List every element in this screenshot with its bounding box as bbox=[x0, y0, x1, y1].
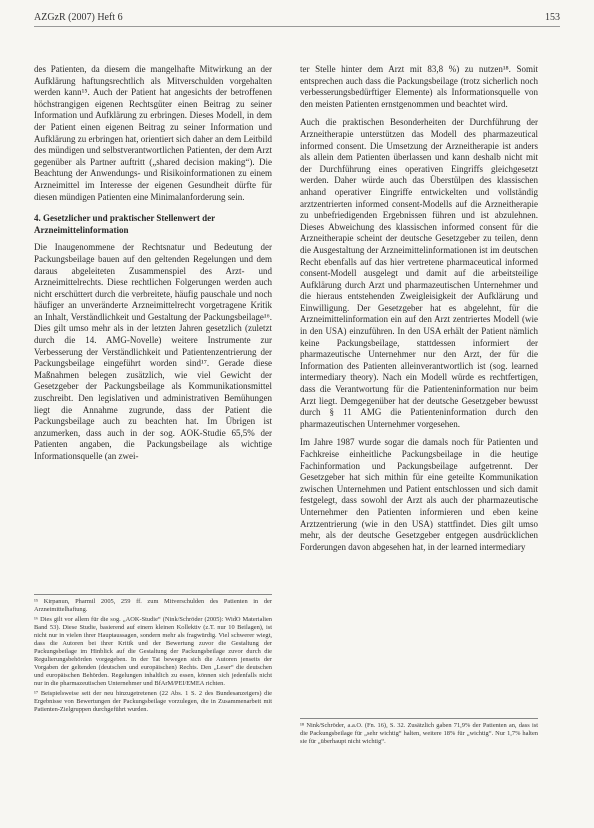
footnotes-right bbox=[300, 718, 538, 748]
left-column bbox=[34, 64, 272, 470]
body-paragraph: Die Inaugenommene der Rechtsnatur und Bedeutung der Packungsbeilage bauen auf den geltenden Regelungen und dem daraus abgeleiteten Zusammenspiel des Arzt- und Arzneimittelrechts. Diese rechtlichen Folgerungen werden auch nicht erschüttert durch die verbreitete, häufig pauschale und noch häufiger an unveränderte Arzneimittelrecht vorgetragene Kritik an Inhalt, Verständlichkeit und Gestaltung der Packungsbeilage¹⁶. Dies gilt umso mehr als in der letzten Jahren gesetzlich (zuletzt durch die 14. AMG-Novelle) weitere Instrumente zur Verbesserung der Verständlichkeit und Patientenzentrierung der Packungsbeilage eingeführt worden sind¹⁷. Gerade diese Maßnahmen belegen zusätzlich, wie viel Gewicht der Gesetzgeber der Packungsbeilage als Kommunikationsmittel zuschreibt. Den legislativen und administrativen Bemühungen liegt die Annahme zugrunde, dass der Patient die Packungsbeilage auch zu beachten hat. Im Übrigen ist anzumerken, dass auch in der sog. AOK-Studie 65,5% der Patienten angaben, die Packungsbeilage als wichtige Informationsquelle (an zwei- bbox=[34, 242, 272, 461]
body-paragraph: Im Jahre 1987 wurde sogar die damals noch für Patienten und Fachkreise einheitliche Packungsbeilage in die heutige Fachinformation und Packungsbeilage aufgetrennt. Der Gesetzgeber hat sich mithin für eine geteilte Kommunikation zwischen Unternehmen und Patient entschlossen und sich damit festgelegt, dass sowohl der Arzt als auch der pharmazeutische Unternehmer den Patienten informieren und eben keine Arztzentrierung (wie in den USA) stattfindet. Dies gilt umso mehr, als der deutsche Gesetzgeber entgegen ausdrücklichen Forderungen davon abgesehen hat, in der learned intermediary bbox=[300, 437, 538, 552]
body-paragraph: Auch die praktischen Besonderheiten der Durchführung der Arzneitherapie unterstützen das Modell des pharmazeutical informed consent. Die Umsetzung der Arzneitherapie ist anders als allein dem Patienten überlassen und kann deshalb nicht mit der Durchführung eines operativen Eingriffs gleichgesetzt werden. Daher würde auch das Überstülpen des klassischen anhand operativer Eingriffe entwickelten und vollständig arztzentrierten informed consent-Modells auf die Arzneitherapie zu unbefriedigenden Ergebnissen führen und ist abzulehnen. Dieses Abweichung des klassischen informed consent für die Arzneitherapie scheint der deutsche Gesetzgeber zu teilen, denn die Ausgestaltung der Arzneimittelinformationen ist im deutschen Recht ebenfalls auf das hier vertretene pharmaceutical informed consent-Modell ausgelegt und damit auf die arbeitsteilige Aufklärung durch Arzt und pharmazeutischen Unternehmer und die hieraus entstehenden Zweigleisigkeit der Aufklärung und Einwilligung. Der Gesetzgeber hat es abgelehnt, für die Arzneimittelinformation ein auf den Arzt zentriertes Modell (wie in den USA) einzuführen. In den USA erhält der Patient nämlich keine Packungsbeilage, stattdessen informiert der pharmazeutische Unternehmer nur den Arzt, der für die Information des Patienten alleinverantwortlich ist (sog. learned intermediary theory). Nach ein Modell würde es rechtfertigen, dass die Verantwortung für die Patienteninformation nur beim Arzt liegt. Demgegenüber hat der deutsche Gesetzgeber bewusst durch § 11 AMG die Patienteninformation durch den pharmazeutischen Unternehmer vorgesehen. bbox=[300, 117, 538, 429]
body-paragraph: des Patienten, da diesem die mangelhafte Mitwirkung an der Aufklärung haftungsrechtlich als Mitverschulden vorgehalten werden kann¹⁵. Auch der Patient hat angesichts der betroffenen höchstrangigen eigenen Rechtsgüter einen Beitrag zu seiner Information und Aufklärung zu erbringen. Dieses Modell, in dem der Patient einen eigenen Beitrag zu seiner Information und Aufklärung zu erbringen hat, orientiert sich daher an dem Leitbild des mündigen und selbstverantwortlichen Patienten, der dem Arzt gegenüber als Partner auftritt („shared decision making“). Die Beachtung der Anwendungs- und Risikoinformationen zu einem Arzneimittel im Interesse der eigenen Gesundheit dürfte für diesen mündigen Patienten eine Minimalanforderung sein. bbox=[34, 64, 272, 202]
right-column bbox=[300, 64, 538, 560]
footnotes-left bbox=[34, 594, 272, 716]
footnote: ¹⁸ Nink/Schröder, a.a.O. (Fn. 16), S. 32. Zusätzlich gaben 71,9% der Patienten an, dass ist die Packungsbeilage für „sehr wichtig“ halten, weitere 18% für „wichtig“. Nur 1,7% halten sie für „überhaupt nicht wichtig“. bbox=[300, 722, 538, 745]
journal-reference: AZGzR (2007) Heft 6 bbox=[34, 12, 123, 23]
page-number: 153 bbox=[545, 12, 560, 23]
footnote: ¹⁵ Kirpanun, Pharmil 2005, 259 ff. zum Mitverschulden des Patienten in der Arzneimittelhaftung. bbox=[34, 598, 272, 613]
section-heading: 4. Gesetzlicher und praktischer Stellenwert der Arzneimittelinformation bbox=[34, 213, 215, 235]
footnote: ¹⁶ Dies gilt vor allem für die sog. „AOK-Studie“ (Nink/Schröder (2005): WidO Materialien Band 53). Diese Studie, basierend auf einem kleinen Kollektiv (z.T. nur 10 Beilagen), ist nicht nur in vielen ihrer Hauptaussagen, sondern mehr als fragwürdig. Viel schwerer wiegt, dass die Autoren bei ihrer Kritik und der Bewertung zuvor die Gestaltung der Packungsbeilage im Hinblick auf die Gestaltung der Packungsbeilage zuvor durch die Regulierungsbehörden vorgegeben. In der Tat bewegen sich die Autoren jenseits der Vorgaben der geltenden (deutschen und europäischen) Rechts. Den „Leser“ die deutschen und europäischen Behörden. Regelungen inhaltlich zu essen, können sich jedenfalls nicht nur in die pharmazeutischen Unternehmer und BfArM/PEI/EMEA richten. bbox=[34, 616, 272, 687]
running-header bbox=[34, 12, 560, 27]
footnote: ¹⁷ Beispielsweise seit der neu hinzugetretenen (22 Abs. 1 S. 2 des Bundesanzeigers) die Ergebnisse von Bewertungen der Packungsbeilage vorzulegen, die in Zusammenarbeit mit Patienten-Zielgruppen durchgeführt wurden. bbox=[34, 690, 272, 713]
body-paragraph: ter Stelle hinter dem Arzt mit 83,8 %) zu nutzen¹⁸. Somit entsprechen auch dass die Packungsbeilage (trotz sicherlich noch verbesserungsbedürftiger Elemente) als Informationsquelle von den meisten Patienten ernstgenommen und beachtet wird. bbox=[300, 64, 538, 109]
